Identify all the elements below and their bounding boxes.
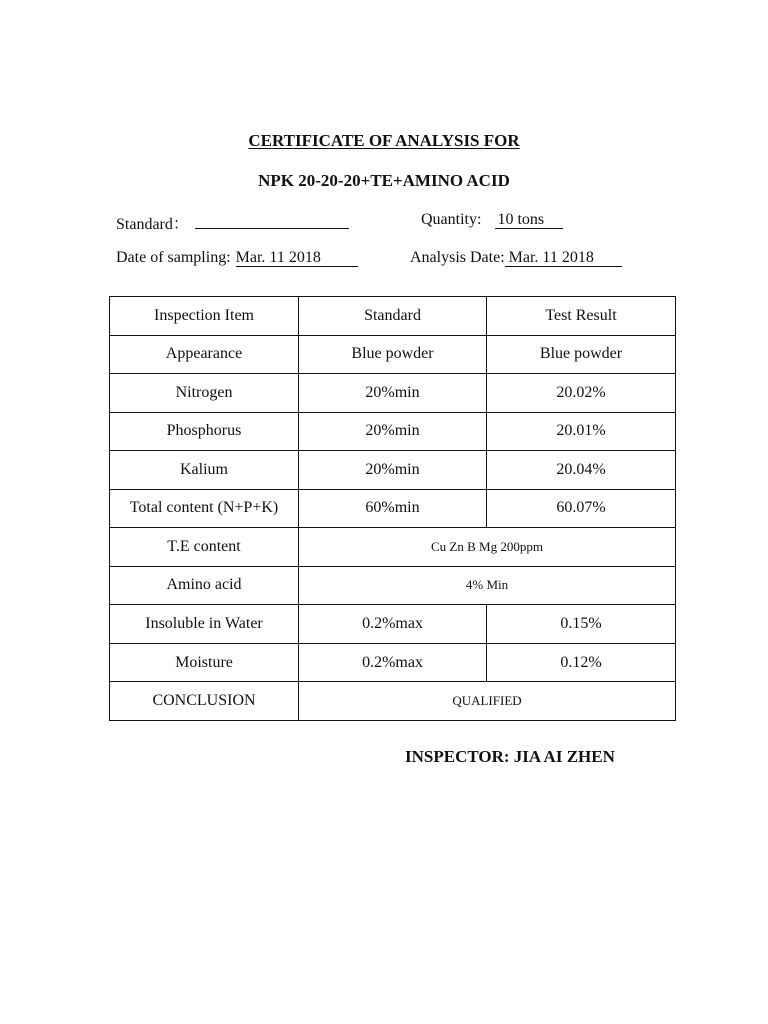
standard-field xyxy=(116,211,349,234)
standard-cell: 0.2%max xyxy=(299,643,487,682)
certificate-title: CERTIFICATE OF ANALYSIS FOR xyxy=(248,131,520,150)
analysis-table xyxy=(109,296,676,721)
result-cell: 20.04% xyxy=(487,451,676,490)
standard-cell: 20%min xyxy=(299,451,487,490)
item-cell: Kalium xyxy=(110,451,299,490)
conclusion-cell: QUALIFIED xyxy=(299,682,676,721)
table-row xyxy=(110,451,676,490)
table-row xyxy=(110,489,676,528)
item-cell: Moisture xyxy=(110,643,299,682)
sampling-date-field xyxy=(116,249,358,267)
header-cell: Inspection Item xyxy=(110,297,299,336)
item-cell: Phosphorus xyxy=(110,412,299,451)
standard-cell: 60%min xyxy=(299,489,487,528)
standard-cell: 0.2%max xyxy=(299,605,487,644)
item-cell: Nitrogen xyxy=(110,374,299,413)
table-row xyxy=(110,335,676,374)
analysis-date-label: Analysis Date: xyxy=(410,249,505,266)
product-name: NPK 20-20-20+TE+AMINO ACID xyxy=(258,171,510,190)
item-cell: CONCLUSION xyxy=(110,682,299,721)
result-cell: 0.12% xyxy=(487,643,676,682)
result-cell: 20.02% xyxy=(487,374,676,413)
quantity-label: Quantity: xyxy=(421,211,482,228)
result-cell: 0.15% xyxy=(487,605,676,644)
analysis-date-value: Mar. 11 2018 xyxy=(505,249,622,267)
standard-cell: 20%min xyxy=(299,374,487,413)
table-row xyxy=(110,528,676,567)
standard-value xyxy=(195,228,349,229)
header-cell: Standard xyxy=(299,297,487,336)
analysis-date-field xyxy=(410,249,622,267)
item-cell: Amino acid xyxy=(110,566,299,605)
table-row xyxy=(110,374,676,413)
sampling-date-label: Date of sampling: xyxy=(116,249,231,266)
result-cell: Blue powder xyxy=(487,335,676,374)
item-cell: Appearance xyxy=(110,335,299,374)
standard-cell: 20%min xyxy=(299,412,487,451)
item-cell: Insoluble in Water xyxy=(110,605,299,644)
table-row xyxy=(110,566,676,605)
table-row xyxy=(110,605,676,644)
item-cell: T.E content xyxy=(110,528,299,567)
quantity-field xyxy=(421,211,563,229)
result-cell: 60.07% xyxy=(487,489,676,528)
result-cell: 20.01% xyxy=(487,412,676,451)
merged-cell: 4% Min xyxy=(299,566,676,605)
table-row xyxy=(110,412,676,451)
sampling-date-value: Mar. 11 2018 xyxy=(236,249,358,267)
standard-cell: Blue powder xyxy=(299,335,487,374)
standard-label: Standard： xyxy=(116,216,189,233)
table-row xyxy=(110,643,676,682)
table-row xyxy=(110,682,676,721)
inspector-signature-line: INSPECTOR: JIA AI ZHEN xyxy=(405,747,615,766)
item-cell: Total content (N+P+K) xyxy=(110,489,299,528)
quantity-value: 10 tons xyxy=(495,211,563,229)
merged-cell: Cu Zn B Mg 200ppm xyxy=(299,528,676,567)
header-cell: Test Result xyxy=(487,297,676,336)
table-header-row xyxy=(110,297,676,336)
